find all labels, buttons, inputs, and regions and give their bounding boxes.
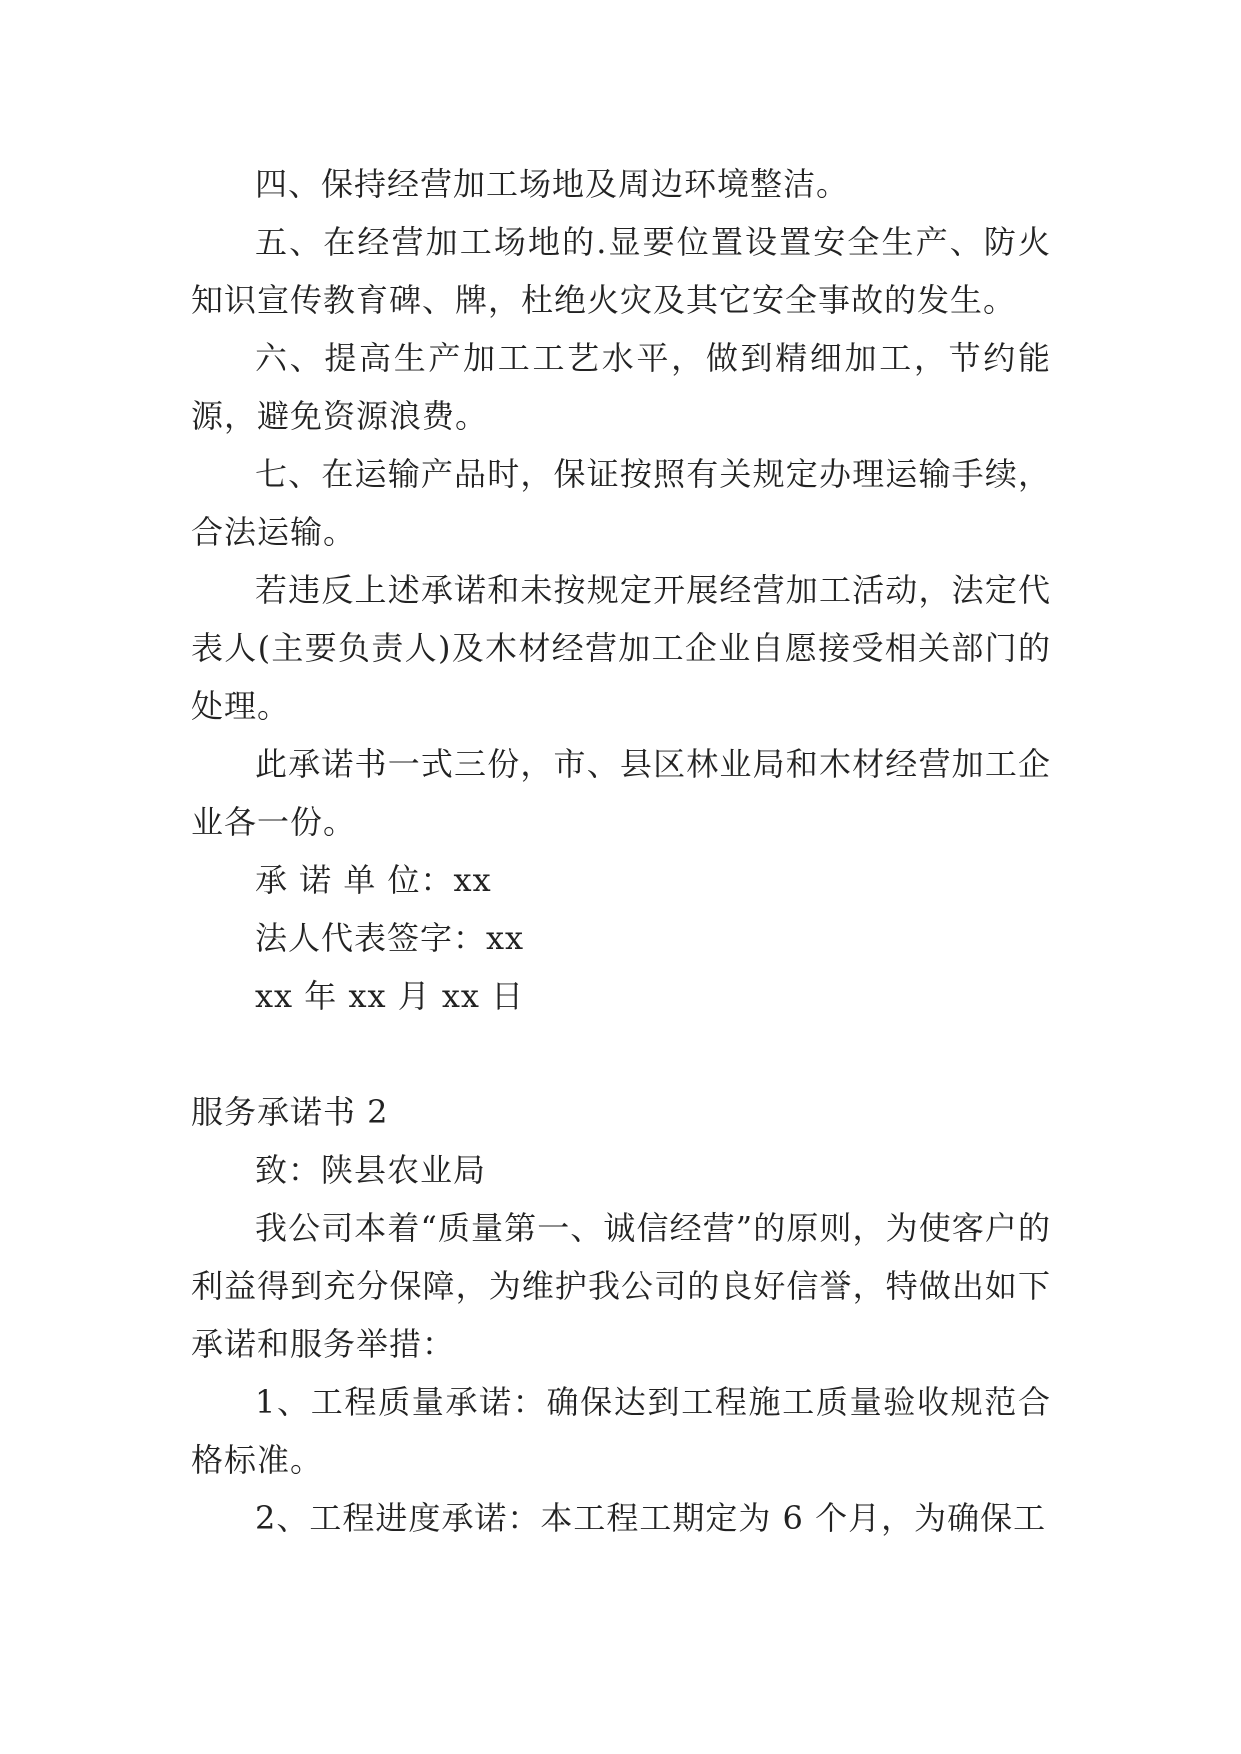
signature-date: xx 年 xx 月 xx 日: [255, 977, 525, 1015]
document-body: [191, 155, 1051, 1547]
paragraph-item-4: 四、保持经营加工场地及周边环境整洁。: [255, 165, 850, 203]
paragraph-violation: 若违反上述承诺和未按规定开展经营加工活动，法定代表人(主要负责人)及木材经营加工企业自愿接受相关部门的处理。: [191, 571, 1051, 725]
section-gap: [191, 1025, 1051, 1083]
section2-schedule-commitment: 2、工程进度承诺：本工程工期定为 6 个月，为确保工: [255, 1499, 1047, 1537]
signature-legal-rep: 法人代表签字：xx: [255, 919, 525, 957]
section2-title: 服务承诺书 2: [191, 1093, 389, 1131]
section2-intro: 我公司本着“质量第一、诚信经营”的原则，为使客户的利益得到充分保障，为维护我公司的良好信誉，特做出如下承诺和服务举措：: [191, 1209, 1051, 1363]
paragraph-item-6: 六、提高生产加工工艺水平，做到精细加工，节约能源，避免资源浪费。: [191, 339, 1051, 435]
section2-addressee: 致：陕县农业局: [255, 1151, 487, 1189]
paragraph-copies: 此承诺书一式三份，市、县区林业局和木材经营加工企业各一份。: [191, 745, 1051, 841]
signature-unit: 承 诺 单 位：xx: [255, 861, 492, 899]
paragraph-item-7: 七、在运输产品时，保证按照有关规定办理运输手续，合法运输。: [191, 455, 1051, 551]
section2-quality-commitment: 1、工程质量承诺：确保达到工程施工质量验收规范合格标准。: [191, 1383, 1051, 1479]
paragraph-item-5: 五、在经营加工场地的.显要位置设置安全生产、防火知识宣传教育碑、牌，杜绝火灾及其它安全事故的发生。: [191, 223, 1051, 319]
